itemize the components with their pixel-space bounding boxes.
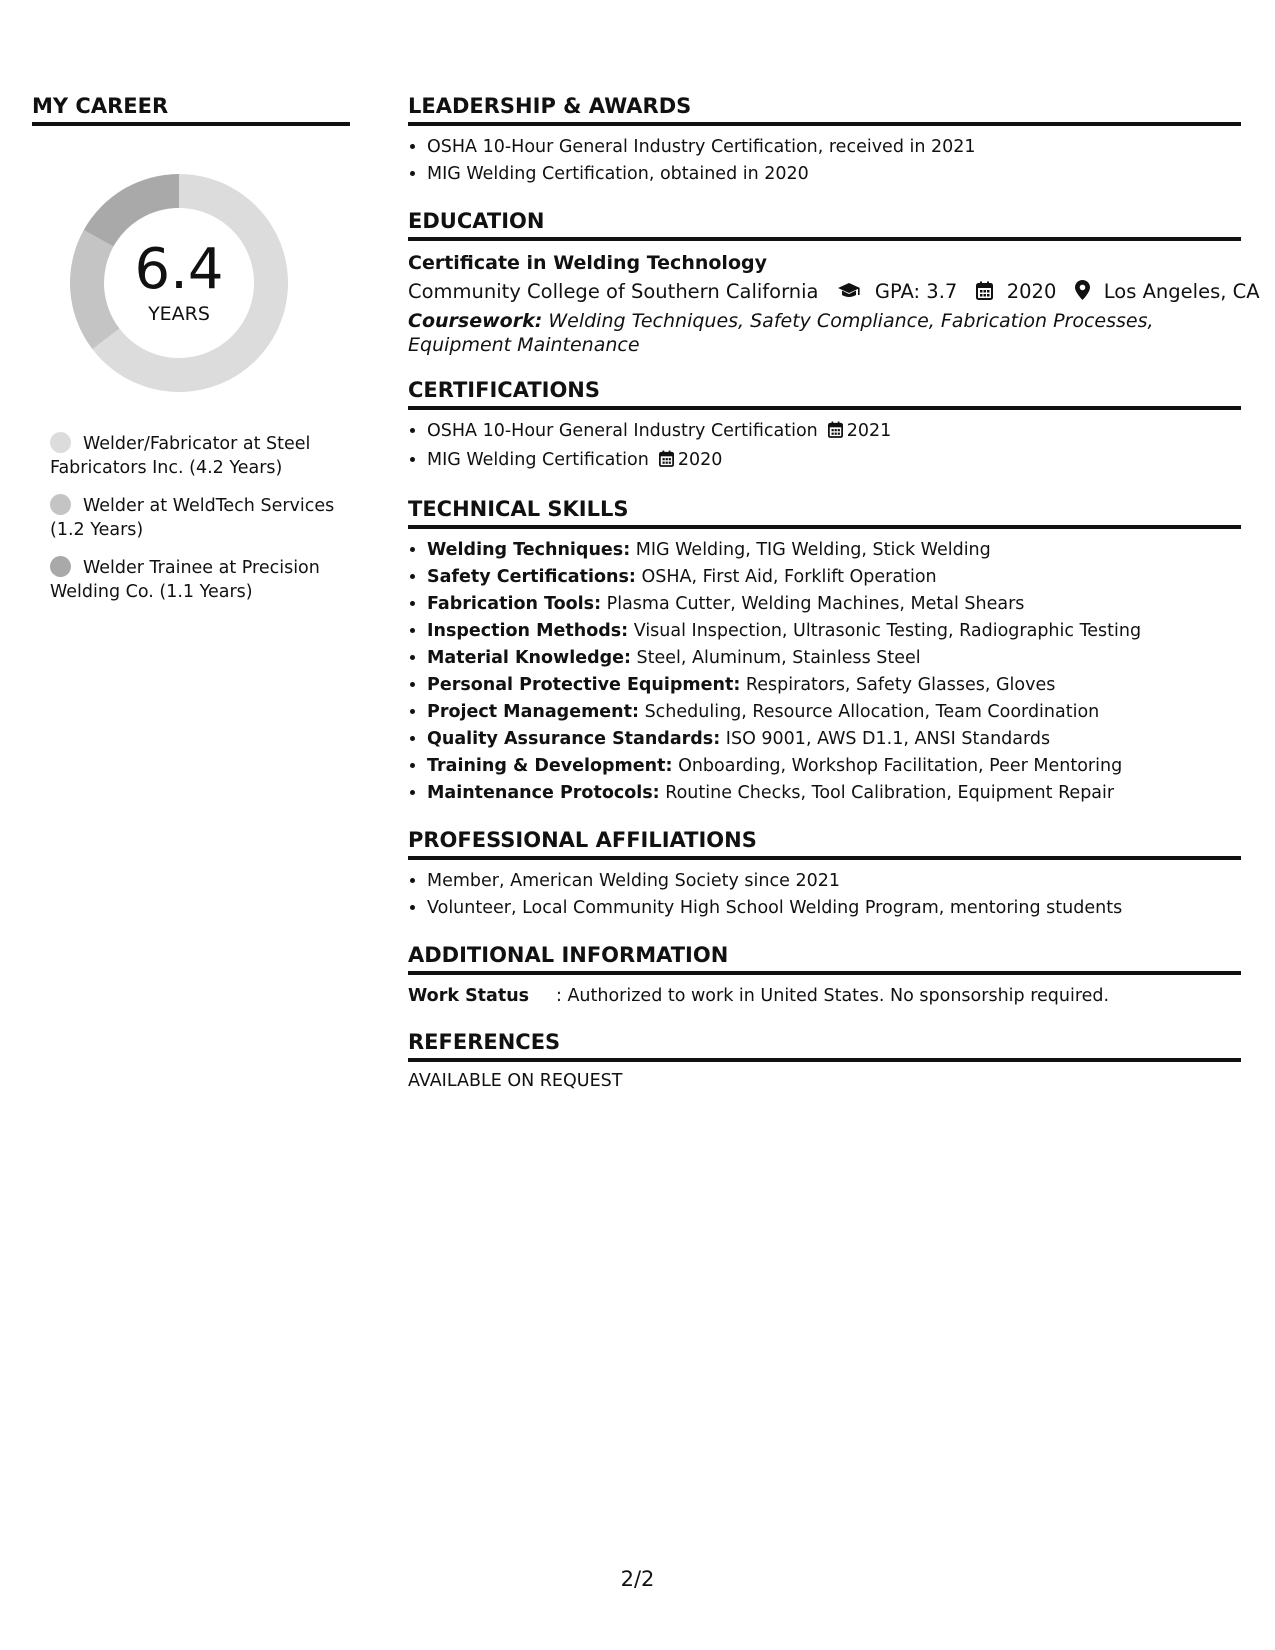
career-role-label: Welder at WeldTech Services (1.2 Years) (50, 496, 335, 540)
legend-dot (50, 494, 71, 515)
skill-label: Material Knowledge: (427, 648, 631, 668)
list-item (427, 726, 1241, 753)
skill-label: Safety Certifications: (427, 567, 636, 587)
list-item (427, 564, 1241, 591)
list-item: • Volunteer, Local Community High School Welding Program, mentoring students (427, 895, 1241, 922)
career-role-label: Welder/Fabricator at Steel Fabricators Inc. (4.2 Years) (50, 434, 311, 478)
career-legend-item (50, 432, 350, 480)
skill-value: Visual Inspection, Ultrasonic Testing, Radiographic Testing (628, 621, 1142, 641)
skill-value: MIG Welding, TIG Welding, Stick Welding (630, 540, 991, 560)
list-item (427, 591, 1241, 618)
certification-name: MIG Welding Certification (427, 450, 649, 470)
career-title: MY CAREER (32, 93, 350, 126)
coursework-label: Coursework: (408, 310, 543, 332)
legend-dot (50, 556, 71, 577)
leadership-list (408, 134, 1241, 188)
education-coursework (408, 309, 1241, 357)
skill-value: Steel, Aluminum, Stainless Steel (630, 648, 921, 668)
skill-label: Personal Protective Equipment: (427, 675, 741, 695)
list-item (427, 447, 1241, 476)
career-column (32, 93, 350, 618)
career-legend (50, 432, 350, 604)
main-column (408, 93, 1260, 1111)
career-donut-chart (64, 168, 294, 398)
list-item (427, 699, 1241, 726)
education-year: 2020 (1006, 280, 1057, 303)
graduation-cap-icon (837, 279, 861, 309)
education-degree: Certificate in Welding Technology (408, 252, 767, 274)
calendar-icon (828, 420, 843, 447)
career-total-unit: YEARS (148, 303, 210, 325)
skill-label: Project Management: (427, 702, 639, 722)
list-item: • MIG Welding Certification, obtained in 2020 (427, 161, 1241, 188)
leadership-section (408, 93, 1241, 188)
skill-label: Fabrication Tools: (427, 594, 602, 614)
list-item (427, 618, 1241, 645)
certifications-section (408, 377, 1241, 476)
map-pin-icon (1075, 279, 1090, 309)
skill-value: Plasma Cutter, Welding Machines, Metal Shears (601, 594, 1025, 614)
list-item: • Member, American Welding Society since 2021 (427, 868, 1241, 895)
affiliations-section (408, 827, 1241, 922)
skill-value: Routine Checks, Tool Calibration, Equipment Repair (659, 783, 1115, 803)
leadership-title: LEADERSHIP & AWARDS (408, 93, 1241, 126)
career-legend-item (50, 556, 350, 604)
list-item (427, 780, 1241, 807)
skill-label: Training & Development: (427, 756, 673, 776)
skill-value: Respirators, Safety Glasses, Gloves (740, 675, 1056, 695)
education-title: EDUCATION (408, 208, 1241, 241)
certifications-title: CERTIFICATIONS (408, 377, 1241, 410)
certification-name: OSHA 10-Hour General Industry Certification (427, 421, 818, 441)
list-item (427, 645, 1241, 672)
list-item (427, 753, 1241, 780)
page-number: 2/2 (620, 1567, 655, 1591)
education-details (408, 277, 1260, 309)
work-status-row (408, 983, 1241, 1009)
list-item (427, 672, 1241, 699)
skill-label: Quality Assurance Standards: (427, 729, 721, 749)
career-total-years: 6.4 (134, 237, 224, 302)
list-item (427, 537, 1241, 564)
skill-label: Inspection Methods: (427, 621, 629, 641)
skills-title: TECHNICAL SKILLS (408, 496, 1241, 529)
skills-section (408, 496, 1241, 807)
certification-year: 2020 (677, 450, 723, 470)
list-item: • OSHA 10-Hour General Industry Certification, received in 2021 (427, 134, 1241, 161)
education-school: Community College of Southern California (408, 280, 819, 303)
legend-dot (50, 432, 71, 453)
coursework-text: Welding Techniques, Safety Compliance, Fabrication Processes, Equipment Maintenance (408, 310, 1154, 356)
list-item (427, 418, 1241, 447)
additional-section (408, 942, 1241, 1009)
calendar-icon (659, 449, 674, 476)
calendar-icon (976, 279, 993, 309)
skill-value: Scheduling, Resource Allocation, Team Coordination (639, 702, 1100, 722)
work-status-value: : Authorized to work in United States. No sponsorship required. (556, 986, 1110, 1006)
education-gpa: GPA: 3.7 (874, 280, 958, 303)
additional-title: ADDITIONAL INFORMATION (408, 942, 1241, 975)
education-section (408, 208, 1260, 357)
affiliations-title: PROFESSIONAL AFFILIATIONS (408, 827, 1241, 860)
affiliations-list (408, 868, 1241, 922)
skill-value: Onboarding, Workshop Facilitation, Peer Mentoring (672, 756, 1123, 776)
career-role-label: Welder Trainee at Precision Welding Co. (1.1 Years) (50, 558, 320, 602)
certifications-list (408, 418, 1241, 476)
education-location: Los Angeles, CA (1103, 280, 1260, 303)
skill-label: Maintenance Protocols: (427, 783, 660, 803)
donut-center (64, 168, 294, 398)
career-legend-item (50, 494, 350, 542)
references-section (408, 1029, 1241, 1091)
references-title: REFERENCES (408, 1029, 1241, 1062)
certification-year: 2021 (846, 421, 892, 441)
references-text: AVAILABLE ON REQUEST (408, 1071, 623, 1091)
skills-list (408, 537, 1241, 807)
skill-label: Welding Techniques: (427, 540, 631, 560)
skill-value: ISO 9001, AWS D1.1, ANSI Standards (720, 729, 1051, 749)
work-status-label: Work Status (408, 986, 530, 1006)
skill-value: OSHA, First Aid, Forklift Operation (635, 567, 937, 587)
